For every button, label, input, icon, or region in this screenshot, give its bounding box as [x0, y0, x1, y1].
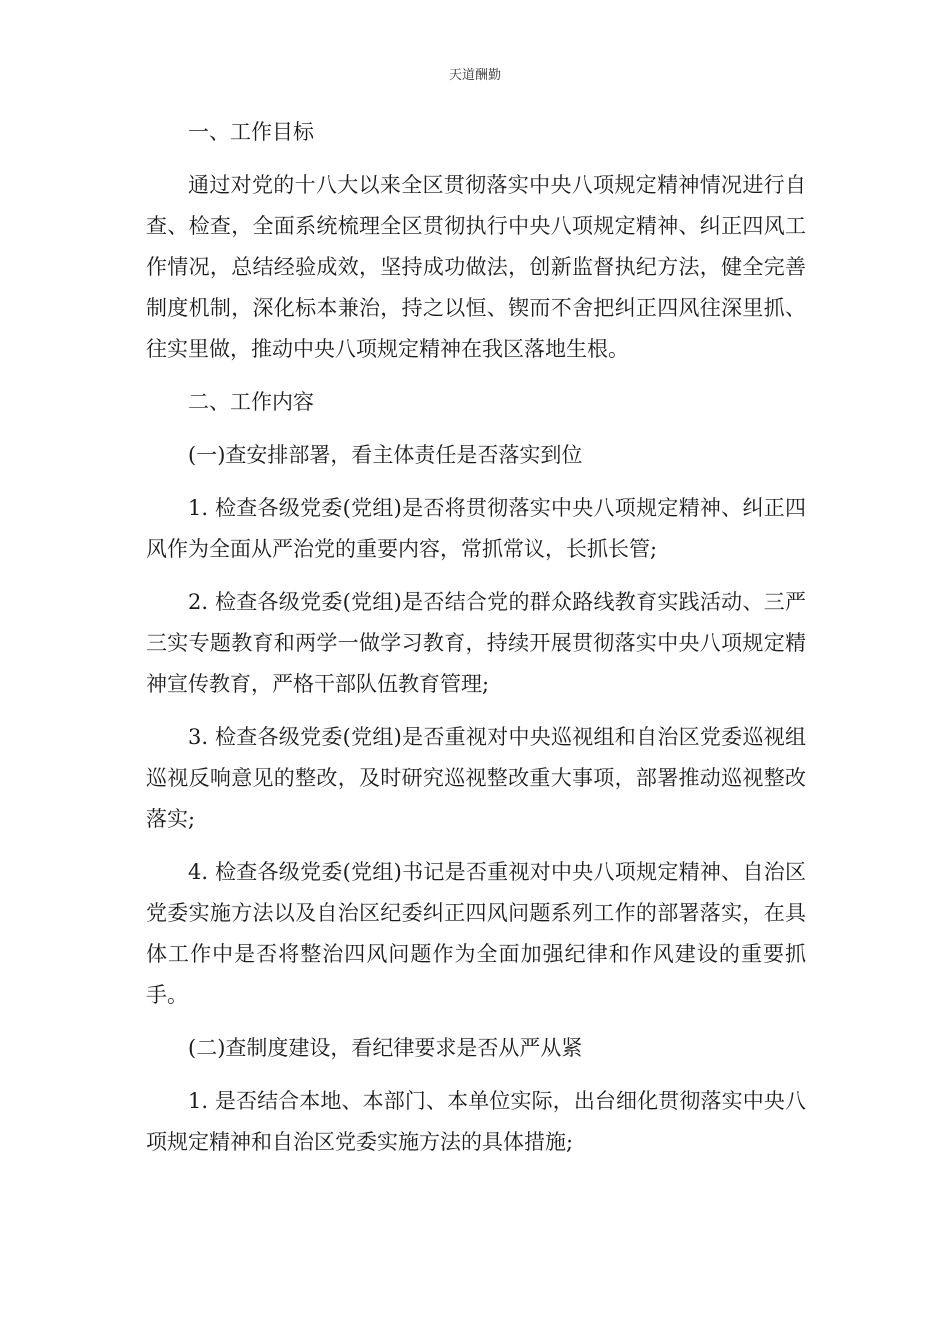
list-item: 4. 检查各级党委(党组)书记是否重视对中央八项规定精神、自治区党委实施方法以及自治区纪委纠正四风问题系列工作的部署落实，在具体工作中是否将整治四风问题作为全面加强纪律和作风建设的重要抓手。	[146, 860, 806, 1007]
list-item: 2. 检查各级党委(党组)是否结合党的群众路线教育实践活动、三严三实专题教育和两学一做学习教育，持续开展贯彻落实中央八项规定精神宣传教育，严格干部队伍教育管理;	[146, 590, 806, 696]
list-item: 3. 检查各级党委(党组)是否重视对中央巡视组和自治区党委巡视组巡视反响意见的整改，及时研究巡视整改重大事项，部署推动巡视整改落实;	[146, 725, 806, 831]
list-item: 1. 检查各级党委(党组)是否将贯彻落实中央八项规定精神、纠正四风作为全面从严治党的重要内容，常抓常议，长抓长管;	[146, 496, 806, 561]
page-header: 天道酬勤	[448, 68, 501, 83]
goals-paragraph: 通过对党的十八大以来全区贯彻落实中央八项规定精神情况进行自查、检查，全面系统梳理全区贯彻执行中央八项规定精神、纠正四风工作情况，总结经验成效，坚持成功做法，创新监督执纪方法，健全完善制度机制，深化标本兼治，持之以恒、锲而不舍把纠正四风往深里抓、往实里做，推动中央八项规定精神在我区落地生根。	[146, 173, 806, 361]
document-body	[146, 112, 806, 1163]
subsection-heading-deployment: (一)查安排部署，看主体责任是否落实到位	[188, 443, 583, 467]
list-item: 1. 是否结合本地、本部门、本单位实际，出台细化贯彻落实中央八项规定精神和自治区党委实施方法的具体措施;	[146, 1089, 806, 1154]
subsection-heading-system: (二)查制度建设，看纪律要求是否从严从紧	[188, 1036, 583, 1060]
section-heading-goals: 一、工作目标	[188, 120, 314, 144]
section-heading-content: 二、工作内容	[188, 390, 314, 414]
